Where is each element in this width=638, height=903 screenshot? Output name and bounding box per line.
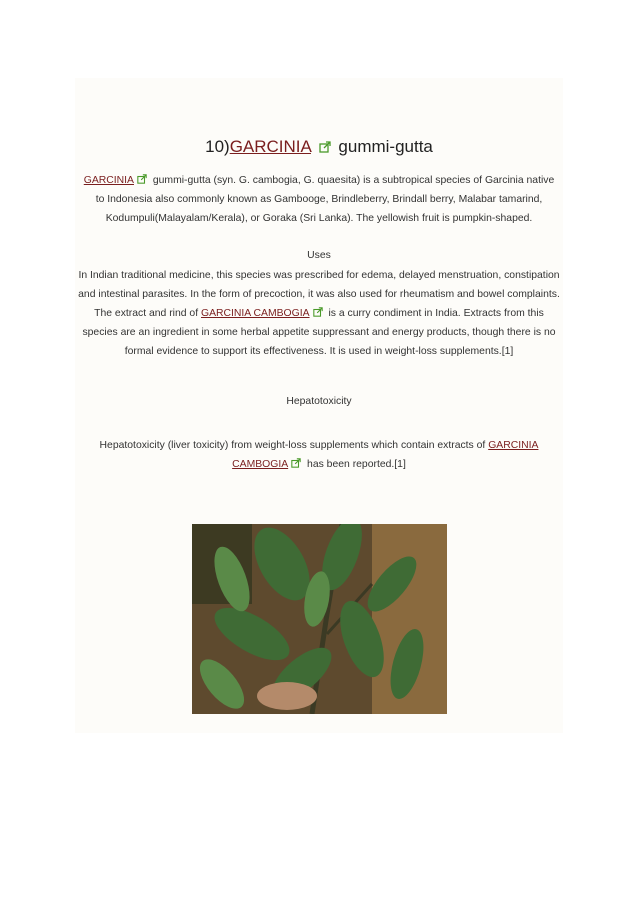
hepatotoxicity-paragraph	[78, 436, 560, 474]
uses-heading: Uses	[307, 250, 331, 261]
title-garcinia-link[interactable]: GARCINIA	[229, 137, 311, 156]
external-link-icon[interactable]	[313, 307, 323, 317]
uses-text-2-after: is a curry condiment in India. Extracts from this species are an ingredient in some herbal appetite suppressant and energy products, though there is no formal evidence to support its effectiveness. It is used in weight-loss supplements.[1]	[82, 308, 556, 357]
intro-paragraph	[78, 171, 560, 228]
hepatotoxicity-text-after: has been reported.[1]	[307, 459, 406, 470]
hepatotoxicity-text-before: Hepatotoxicity (liver toxicity) from weight-loss supplements which contain extracts of	[99, 440, 486, 451]
uses-paragraph	[78, 266, 560, 361]
garcinia-plant-photo	[192, 524, 447, 714]
external-link-icon[interactable]	[319, 141, 331, 153]
title-prefix: 10)	[205, 137, 230, 156]
intro-text: gummi-gutta (syn. G. cambogia, G. quaesita) is a subtropical species of Garcinia native to Indonesia also commonly known as Gambooge, Brindleberry, Brindall berry, Malabar tamarind, Kodumpuli(Malayalam/Kerala), or Goraka (Sri Lanka). The yellowish fruit is pumpkin-shaped.	[95, 175, 555, 224]
uses-text-2-before: The extract and rind of	[94, 308, 199, 319]
title-suffix: gummi-gutta	[338, 137, 433, 156]
hepatotoxicity-garcinia-cambogia-link[interactable]: GARCINIA CAMBOGIA	[232, 440, 539, 470]
external-link-icon[interactable]	[137, 174, 147, 184]
hepatotoxicity-heading: Hepatotoxicity	[286, 396, 352, 407]
external-link-icon[interactable]	[291, 458, 301, 468]
uses-text-1: In Indian traditional medicine, this species was prescribed for edema, delayed menstruation, constipation and intestinal parasites. In the form of precoction, it was also used for rheumatism and bowel complaints.	[78, 270, 560, 300]
page-title	[0, 137, 638, 157]
uses-garcinia-cambogia-link[interactable]: GARCINIA CAMBOGIA	[201, 308, 310, 319]
intro-garcinia-link[interactable]: GARCINIA	[83, 175, 134, 186]
